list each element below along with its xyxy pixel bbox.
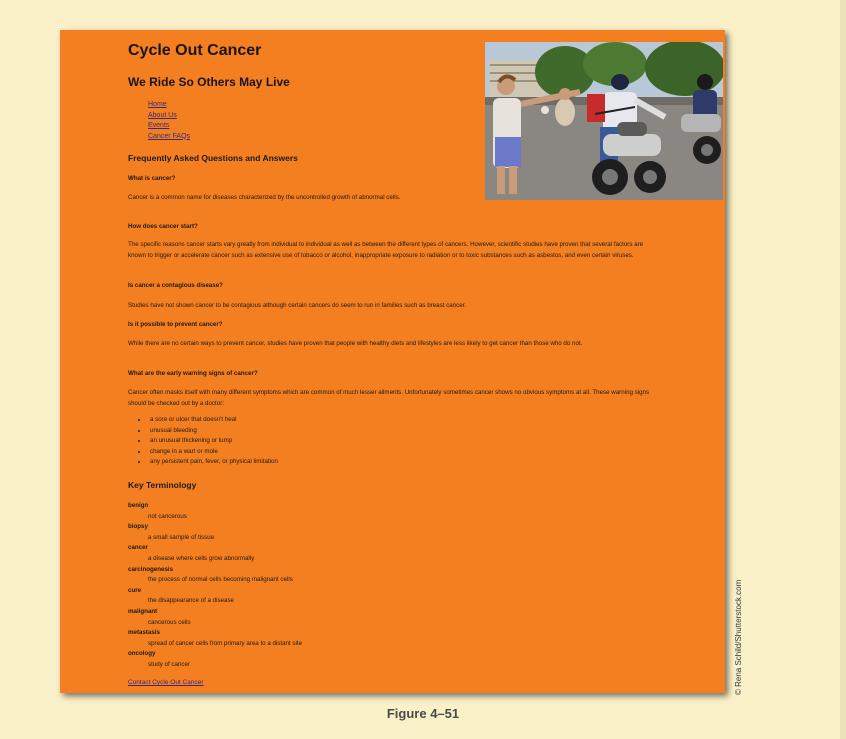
list-item: • a sore or ulcer that doesn't heal [148,415,278,426]
term: carcinogenesis [128,565,174,573]
faq-question: Is it possible to prevent cancer? [128,321,223,328]
figure-caption: Figure 4–51 [386,706,460,721]
list-item: • change in a wart or mole [148,447,278,458]
list-item: • an unusual thickening or lump [148,436,278,447]
nav-item-home [148,100,190,111]
faq-answer: Studies have not shown cancer to be contagious although certain cancers do seem to run in families such as breast cancer. [128,302,467,309]
term: malignant [128,607,158,615]
term-definition: the process of normal cells becoming malignant cells [148,576,293,584]
faq-answer: Cancer is a common name for diseases characterized by the uncontrolled growth of abnormal cells. [128,194,401,201]
list-item: • unusual bleeding [148,426,278,437]
nav-link-events[interactable]: Events [148,122,170,129]
term-definition: a disease where cells grow abnormally [148,554,255,562]
term: metastasis [128,629,160,637]
motorcycle-riders-photo [485,42,723,200]
term: biopsy [128,523,148,531]
warning-signs-list [138,415,278,468]
faq-question: How does cancer start? [128,223,198,230]
faq-question: What is cancer? [128,175,176,182]
list-item: • any persistent pain, fever, or physical limitation [148,457,278,468]
term: cure [128,586,142,594]
nav-item-events [148,121,190,132]
nav-link-cancer-faqs[interactable]: Cancer FAQs [148,132,191,140]
nav-link-home[interactable]: Home [148,101,167,108]
terminology-list [128,501,302,671]
nav-item-faqs [148,132,190,143]
webpage-figure [60,30,725,693]
faq-answer: The specific reasons cancer starts vary greatly from individual to individual as well as between the different types of cancers. However, scientific studies have proven that several factors are known to trigger or accelerate cancer such as extensive use of tobacco or alcohol, inappropriate exposure to radiation or to toxic substances such as asbestos, and even certain viruses. [128,241,644,259]
terminology-heading: Key Terminology [128,480,197,490]
faq-question: Is cancer a contagious disease? [128,282,223,289]
faq-answer: Cancer often masks itself with many different symptoms which are common of much lesser ailments. Unfortunately sometimes cancer shows no obvious symptoms at all. These warning signs should be checked out by a doctor: [128,389,650,407]
term-definition: spread of cancer cells from primary area to a distant site [148,639,303,647]
term-definition: not cancerous [148,512,187,520]
site-title: Cycle Out Cancer [128,42,262,59]
term-definition: cancerous cells [148,618,191,626]
nav-link-about[interactable]: About Us [148,111,177,119]
term-definition: the disappearance of a disease [148,597,234,605]
faq-heading: Frequently Asked Questions and Answers [128,153,298,163]
term: benign [128,502,149,509]
nav-list [148,100,190,142]
faq-question: What are the early warning signs of cancer? [128,370,258,377]
contact-link[interactable]: Contact Cycle Out Cancer [128,679,204,686]
site-tagline: We Ride So Others May Live [128,75,290,89]
term-definition: a small sample of tissue [148,533,215,541]
term: cancer [128,544,148,552]
term: oncology [128,650,156,658]
photo-illustration [485,42,723,200]
photo-credit: © Rena Schild/Shutterstock.com [734,579,743,695]
nav-item-about [148,111,190,122]
right-edge-strip [840,0,846,739]
faq-answer: While there are no certain ways to prevent cancer, studies have proven that people with healthy diets and lifestyles are less likely to get cancer than those who do not. [128,340,583,347]
term-definition: study of cancer [148,660,190,668]
